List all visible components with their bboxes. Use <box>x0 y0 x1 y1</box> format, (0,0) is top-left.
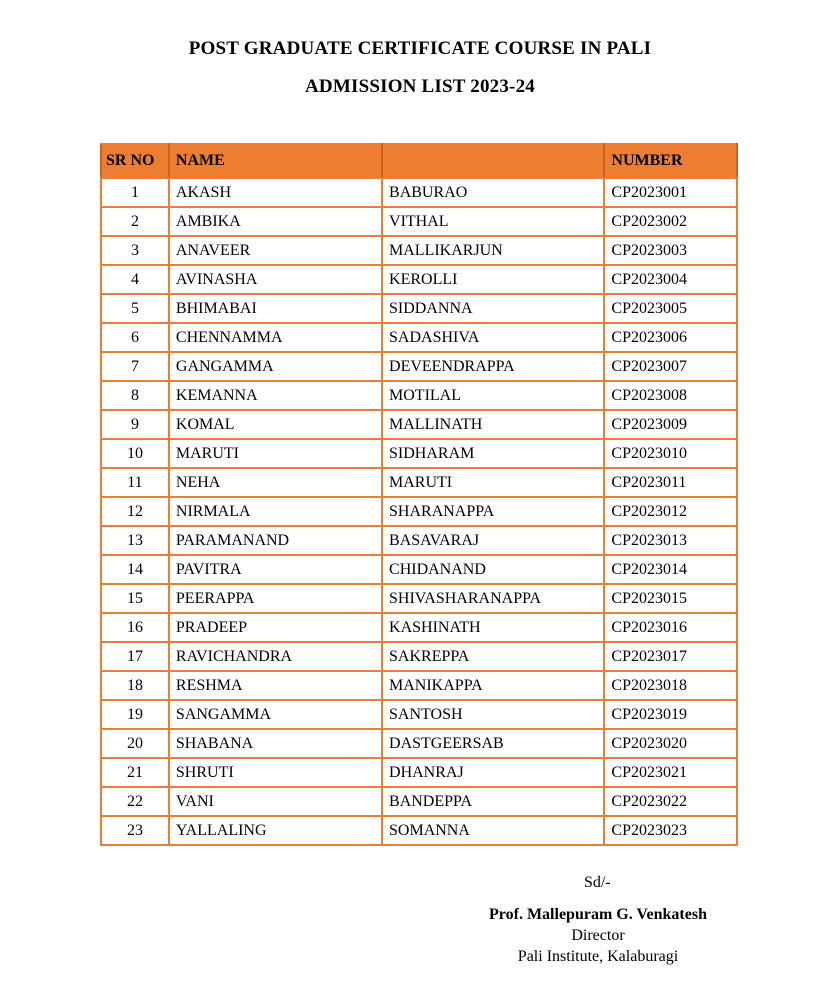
table-row <box>101 439 737 468</box>
cell-number: CP2023015 <box>604 584 737 613</box>
cell-father-name: MALLINATH <box>382 410 604 439</box>
cell-first-name: KOMAL <box>169 410 382 439</box>
cell-number: CP2023006 <box>604 323 737 352</box>
cell-sr-no: 17 <box>101 642 169 671</box>
cell-number: CP2023002 <box>604 207 737 236</box>
cell-sr-no: 20 <box>101 729 169 758</box>
table-row <box>101 352 737 381</box>
cell-father-name: MOTILAL <box>382 381 604 410</box>
table-row <box>101 816 737 845</box>
cell-sr-no: 22 <box>101 787 169 816</box>
table-row <box>101 265 737 294</box>
cell-first-name: PAVITRA <box>169 555 382 584</box>
cell-father-name: BASAVARAJ <box>382 526 604 555</box>
cell-father-name: SIDDANNA <box>382 294 604 323</box>
cell-sr-no: 16 <box>101 613 169 642</box>
signatory-designation: Director <box>571 927 625 944</box>
cell-first-name: KEMANNA <box>169 381 382 410</box>
cell-sr-no: 2 <box>101 207 169 236</box>
cell-father-name: KASHINATH <box>382 613 604 642</box>
cell-number: CP2023003 <box>604 236 737 265</box>
table-row <box>101 294 737 323</box>
cell-father-name: MALLIKARJUN <box>382 236 604 265</box>
column-header-sr-no: SR NO <box>101 144 169 178</box>
cell-sr-no: 7 <box>101 352 169 381</box>
column-header-blank <box>382 144 604 178</box>
cell-sr-no: 19 <box>101 700 169 729</box>
cell-sr-no: 23 <box>101 816 169 845</box>
cell-number: CP2023010 <box>604 439 737 468</box>
cell-first-name: CHENNAMMA <box>169 323 382 352</box>
column-header-name: NAME <box>169 144 382 178</box>
table-row <box>101 671 737 700</box>
cell-sr-no: 15 <box>101 584 169 613</box>
cell-father-name: SHARANAPPA <box>382 497 604 526</box>
cell-sr-no: 4 <box>101 265 169 294</box>
cell-first-name: GANGAMMA <box>169 352 382 381</box>
table-row <box>101 468 737 497</box>
cell-number: CP2023016 <box>604 613 737 642</box>
cell-father-name: SADASHIVA <box>382 323 604 352</box>
table-row <box>101 700 737 729</box>
table-row <box>101 526 737 555</box>
cell-number: CP2023018 <box>604 671 737 700</box>
cell-number: CP2023004 <box>604 265 737 294</box>
cell-sr-no: 6 <box>101 323 169 352</box>
cell-number: CP2023017 <box>604 642 737 671</box>
cell-sr-no: 13 <box>101 526 169 555</box>
cell-first-name: MARUTI <box>169 439 382 468</box>
table-row <box>101 584 737 613</box>
cell-number: CP2023001 <box>604 178 737 207</box>
cell-father-name: SANTOSH <box>382 700 604 729</box>
cell-number: CP2023007 <box>604 352 737 381</box>
cell-first-name: AMBIKA <box>169 207 382 236</box>
cell-first-name: YALLALING <box>169 816 382 845</box>
cell-number: CP2023021 <box>604 758 737 787</box>
cell-first-name: NEHA <box>169 468 382 497</box>
table-row <box>101 410 737 439</box>
document-subtitle: ADMISSION LIST 2023-24 <box>305 76 535 97</box>
cell-sr-no: 1 <box>101 178 169 207</box>
cell-father-name: MANIKAPPA <box>382 671 604 700</box>
cell-father-name: SAKREPPA <box>382 642 604 671</box>
cell-father-name: BANDEPPA <box>382 787 604 816</box>
cell-father-name: SIDHARAM <box>382 439 604 468</box>
cell-first-name: NIRMALA <box>169 497 382 526</box>
cell-first-name: VANI <box>169 787 382 816</box>
cell-father-name: CHIDANAND <box>382 555 604 584</box>
signatory-institute: Pali Institute, Kalaburagi <box>517 948 679 965</box>
table-row <box>101 758 737 787</box>
table-row <box>101 729 737 758</box>
cell-first-name: ANAVEER <box>169 236 382 265</box>
cell-sr-no: 14 <box>101 555 169 584</box>
cell-first-name: SANGAMMA <box>169 700 382 729</box>
signature-mark: Sd/- <box>584 874 611 891</box>
column-header-number: NUMBER <box>604 144 737 178</box>
cell-father-name: BABURAO <box>382 178 604 207</box>
table-row <box>101 497 737 526</box>
cell-number: CP2023019 <box>604 700 737 729</box>
cell-sr-no: 11 <box>101 468 169 497</box>
cell-first-name: AVINASHA <box>169 265 382 294</box>
cell-sr-no: 12 <box>101 497 169 526</box>
cell-number: CP2023014 <box>604 555 737 584</box>
cell-first-name: RESHMA <box>169 671 382 700</box>
cell-sr-no: 5 <box>101 294 169 323</box>
cell-sr-no: 21 <box>101 758 169 787</box>
admission-table <box>100 143 738 846</box>
cell-father-name: SHIVASHARANAPPA <box>382 584 604 613</box>
cell-father-name: DEVEENDRAPPA <box>382 352 604 381</box>
cell-father-name: DASTGEERSAB <box>382 729 604 758</box>
cell-sr-no: 9 <box>101 410 169 439</box>
cell-first-name: BHIMABAI <box>169 294 382 323</box>
cell-father-name: MARUTI <box>382 468 604 497</box>
cell-number: CP2023023 <box>604 816 737 845</box>
cell-first-name: RAVICHANDRA <box>169 642 382 671</box>
cell-first-name: SHABANA <box>169 729 382 758</box>
cell-father-name: SOMANNA <box>382 816 604 845</box>
table-row <box>101 555 737 584</box>
cell-number: CP2023011 <box>604 468 737 497</box>
cell-number: CP2023020 <box>604 729 737 758</box>
table-header-row <box>101 144 737 178</box>
table-row <box>101 236 737 265</box>
cell-first-name: SHRUTI <box>169 758 382 787</box>
cell-number: CP2023022 <box>604 787 737 816</box>
cell-sr-no: 10 <box>101 439 169 468</box>
table-row <box>101 613 737 642</box>
table-row <box>101 381 737 410</box>
cell-first-name: PEERAPPA <box>169 584 382 613</box>
cell-number: CP2023012 <box>604 497 737 526</box>
cell-number: CP2023005 <box>604 294 737 323</box>
cell-number: CP2023013 <box>604 526 737 555</box>
cell-first-name: AKASH <box>169 178 382 207</box>
cell-father-name: KEROLLI <box>382 265 604 294</box>
cell-father-name: VITHAL <box>382 207 604 236</box>
cell-first-name: PRADEEP <box>169 613 382 642</box>
cell-sr-no: 8 <box>101 381 169 410</box>
cell-father-name: DHANRAJ <box>382 758 604 787</box>
cell-sr-no: 18 <box>101 671 169 700</box>
signatory-name: Prof. Mallepuram G. Venkatesh <box>489 906 707 923</box>
table-row <box>101 642 737 671</box>
cell-number: CP2023009 <box>604 410 737 439</box>
table-row <box>101 178 737 207</box>
cell-number: CP2023008 <box>604 381 737 410</box>
table-row <box>101 323 737 352</box>
table-row <box>101 787 737 816</box>
cell-sr-no: 3 <box>101 236 169 265</box>
document-title: POST GRADUATE CERTIFICATE COURSE IN PALI <box>188 38 652 59</box>
table-row <box>101 207 737 236</box>
cell-first-name: PARAMANAND <box>169 526 382 555</box>
